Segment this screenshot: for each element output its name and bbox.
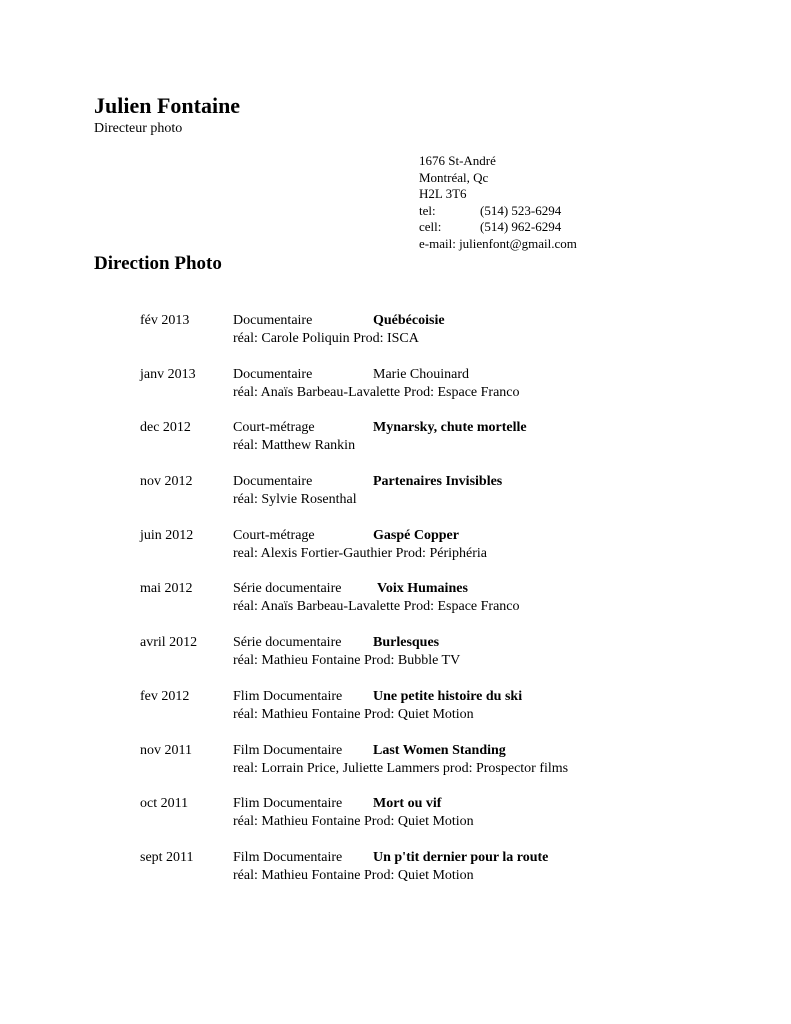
entry-type: Flim Documentaire (233, 796, 343, 812)
entry-title: Gaspé Copper (373, 527, 459, 543)
entry-date: dec 2012 (140, 420, 191, 436)
phone-line (419, 203, 577, 220)
address-street: 1676 St-André (419, 153, 496, 168)
entry-date: oct 2011 (140, 796, 189, 812)
entry-credits: réal: Mathieu Fontaine Prod: Bubble TV (233, 653, 461, 669)
entry-title: Mynarsky, chute mortelle (373, 420, 527, 436)
email-line: e-mail: julienfont@gmail.com (419, 235, 577, 251)
filmography-entry (140, 580, 780, 634)
entry-credits: réal: Anaïs Barbeau-Lavalette Prod: Espace Franco (233, 384, 520, 400)
entry-title: Mort ou vif (373, 796, 442, 812)
filmography-entry (140, 795, 780, 849)
entry-date: juin 2012 (140, 527, 194, 543)
entry-title: Burlesques (373, 635, 440, 651)
entry-type: Film Documentaire (233, 849, 343, 865)
entry-date: nov 2012 (140, 474, 193, 490)
entry-date: fev 2012 (140, 688, 190, 704)
entry-credits: réal: Mathieu Fontaine Prod: Quiet Motion (233, 867, 474, 883)
entry-type: Série documentaire (233, 635, 342, 651)
entry-type: Film Documentaire (233, 742, 343, 758)
entry-credits: réal: Matthew Rankin (233, 438, 356, 454)
filmography-entry (140, 742, 780, 796)
person-name: Julien Fontaine (94, 93, 241, 118)
entry-title: Québécoisie (373, 313, 445, 328)
filmography-entry (140, 849, 780, 903)
cell-value: (514) 962-6294 (480, 219, 562, 234)
entry-date: mai 2012 (140, 581, 193, 597)
entry-credits: réal: Mathieu Fontaine Prod: Quiet Motion (233, 706, 474, 722)
filmography-entry (140, 419, 780, 473)
address-postal-code: H2L 3T6 (419, 186, 467, 201)
filmography-list (140, 312, 780, 903)
entry-credits: real: Lorrain Price, Juliette Lammers prod: Prospector films (233, 760, 569, 776)
filmography-entry (140, 688, 780, 742)
entry-title: Last Women Standing (373, 742, 506, 758)
contact-block (419, 153, 577, 252)
entry-type: Documentaire (233, 474, 313, 490)
entry-credits: réal: Mathieu Fontaine Prod: Quiet Motion (233, 814, 474, 830)
entry-date: janv 2013 (140, 366, 196, 382)
entry-type: Court-métrage (233, 527, 315, 543)
phone-value: (514) 523-6294 (480, 202, 562, 218)
entry-type: Documentaire (233, 313, 313, 328)
filmography-entry (140, 527, 780, 581)
cell-line (419, 219, 577, 236)
filmography-entry (140, 473, 780, 527)
entry-date: nov 2011 (140, 742, 192, 758)
entry-title: Partenaires Invisibles (373, 474, 503, 490)
job-title: Directeur photo (94, 121, 183, 136)
entry-credits: réal: Carole Poliquin Prod: ISCA (233, 331, 419, 346)
entry-title: Une petite histoire du ski (373, 688, 523, 704)
filmography-entry (140, 312, 780, 366)
entry-type: Documentaire (233, 366, 313, 382)
entry-title: Un p'tit dernier pour la route (373, 849, 549, 865)
entry-date: sept 2011 (140, 849, 194, 865)
entry-title: Marie Chouinard (373, 366, 470, 382)
filmography-entry (140, 366, 780, 420)
entry-credits: réal: Sylvie Rosenthal (233, 492, 357, 508)
entry-credits: real: Alexis Fortier-Gauthier Prod: Périphéria (233, 545, 487, 561)
filmography-entry (140, 634, 780, 688)
entry-credits: réal: Anaïs Barbeau-Lavalette Prod: Espace Franco (233, 599, 520, 615)
entry-title: Voix Humaines (377, 581, 468, 597)
entry-type: Flim Documentaire (233, 688, 343, 704)
cell-label: cell: (419, 219, 442, 234)
entry-date: avril 2012 (140, 635, 198, 651)
entry-type: Court-métrage (233, 420, 315, 436)
section-heading: Direction Photo (94, 253, 222, 274)
phone-label: tel: (419, 202, 436, 218)
address-city: Montréal, Qc (419, 169, 489, 185)
entry-date: fév 2013 (140, 313, 190, 328)
entry-type: Série documentaire (233, 581, 342, 597)
